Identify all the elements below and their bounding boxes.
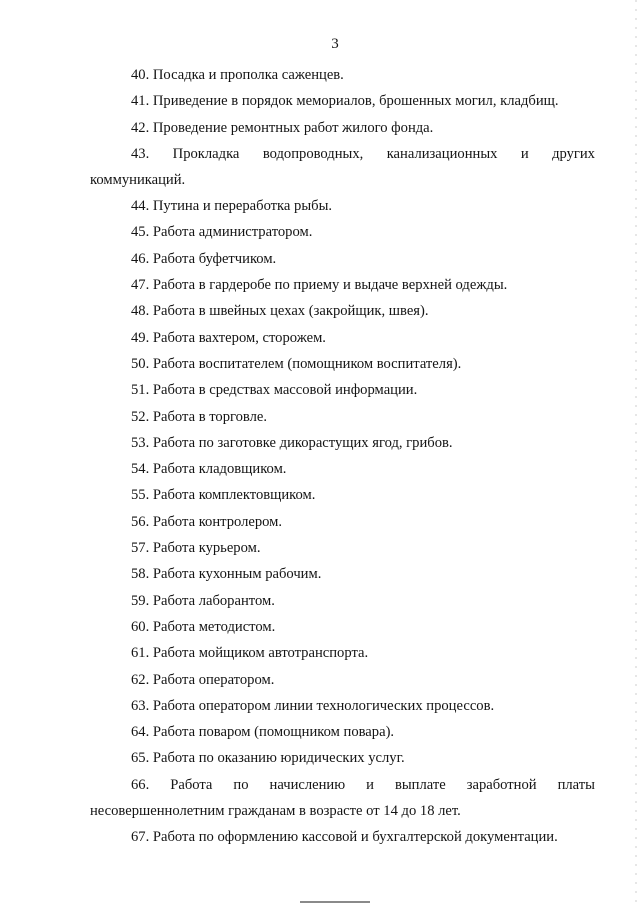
item-text: 41. Приведение в порядок мемориалов, брошенных могил, кладбищ. xyxy=(131,93,559,110)
item-text: 63. Работа оператором линии технологических процессов. xyxy=(131,697,495,714)
item-text: 42. Проведение ремонтных работ жилого фонда. xyxy=(131,119,434,136)
item-word: Прокладка xyxy=(172,145,240,162)
item-text: 54. Работа кладовщиком. xyxy=(131,461,287,478)
item-text: 45. Работа администратором. xyxy=(131,224,313,241)
item-text: 44. Путина и переработка рыбы. xyxy=(131,198,333,215)
item-text: 62. Работа оператором. xyxy=(131,671,275,688)
item-word: заработной xyxy=(466,776,537,793)
list-item xyxy=(90,65,595,91)
list-item xyxy=(90,144,595,191)
item-word: 66. xyxy=(131,776,150,793)
item-text: 56. Работа контролером. xyxy=(131,513,283,530)
item-word: и xyxy=(366,776,374,793)
list-item xyxy=(90,722,595,748)
item-word: канализационных xyxy=(386,145,498,162)
item-continuation: несовершеннолетним гражданам в возрасте от 14 до 18 лет. xyxy=(90,802,461,819)
item-continuation: коммуникаций. xyxy=(90,171,186,188)
item-word: по xyxy=(233,776,249,793)
item-word: и xyxy=(520,145,529,162)
list-item xyxy=(90,91,595,117)
scan-bottom-mark xyxy=(300,901,370,903)
item-text: 50. Работа воспитателем (помощником воспитателя). xyxy=(131,355,462,372)
list-item xyxy=(90,512,595,538)
item-text: 53. Работа по заготовке дикорастущих ягод, грибов. xyxy=(131,434,453,451)
item-first-line xyxy=(90,775,595,801)
job-list xyxy=(90,65,595,853)
list-item xyxy=(90,380,595,406)
list-item xyxy=(90,485,595,511)
list-item xyxy=(90,643,595,669)
item-text: 64. Работа поваром (помощником повара). xyxy=(131,724,395,741)
item-text: 55. Работа комплектовщиком. xyxy=(131,487,316,504)
item-word: платы xyxy=(557,776,595,793)
item-text: 47. Работа в гардеробе по приему и выдаче верхней одежды. xyxy=(131,277,508,294)
list-item xyxy=(90,328,595,354)
list-item xyxy=(90,459,595,485)
list-item xyxy=(90,196,595,222)
item-first-line xyxy=(90,144,595,170)
page-number: 3 xyxy=(331,36,339,52)
list-item xyxy=(90,354,595,380)
item-word: выплате xyxy=(394,776,446,793)
list-item xyxy=(90,433,595,459)
item-word: водопроводных, xyxy=(262,145,364,162)
item-text: 48. Работа в швейных цехах (закройщик, швея). xyxy=(131,303,429,320)
item-word: 43. xyxy=(131,145,150,162)
list-item xyxy=(90,617,595,643)
list-item xyxy=(90,118,595,144)
item-text: 52. Работа в торговле. xyxy=(131,408,268,425)
list-item xyxy=(90,748,595,774)
item-text: 51. Работа в средствах массовой информации. xyxy=(131,382,418,399)
list-item xyxy=(90,591,595,617)
item-text: 61. Работа мойщиком автотранспорта. xyxy=(131,645,369,662)
list-item xyxy=(90,249,595,275)
list-item xyxy=(90,301,595,327)
item-text: 58. Работа кухонным рабочим. xyxy=(131,566,322,583)
item-word: начислению xyxy=(269,776,346,793)
item-text: 67. Работа по оформлению кассовой и бухгалтерской документации. xyxy=(131,829,558,846)
list-item xyxy=(90,538,595,564)
item-text: 57. Работа курьером. xyxy=(131,540,261,557)
item-text: 59. Работа лаборантом. xyxy=(131,592,275,609)
item-text: 46. Работа буфетчиком. xyxy=(131,250,277,267)
list-item xyxy=(90,696,595,722)
list-item xyxy=(90,670,595,696)
list-item xyxy=(90,775,595,822)
list-item xyxy=(90,407,595,433)
list-item xyxy=(90,827,595,853)
list-item xyxy=(90,275,595,301)
item-text: 65. Работа по оказанию юридических услуг. xyxy=(131,750,405,767)
item-text: 49. Работа вахтером, сторожем. xyxy=(131,329,326,346)
list-item xyxy=(90,222,595,248)
list-item xyxy=(90,564,595,590)
item-text: 40. Посадка и прополка саженцев. xyxy=(131,67,344,83)
scan-edge-artifact xyxy=(635,0,637,905)
item-word: других xyxy=(552,145,595,162)
item-text: 60. Работа методистом. xyxy=(131,618,276,635)
item-word: Работа xyxy=(170,776,213,793)
